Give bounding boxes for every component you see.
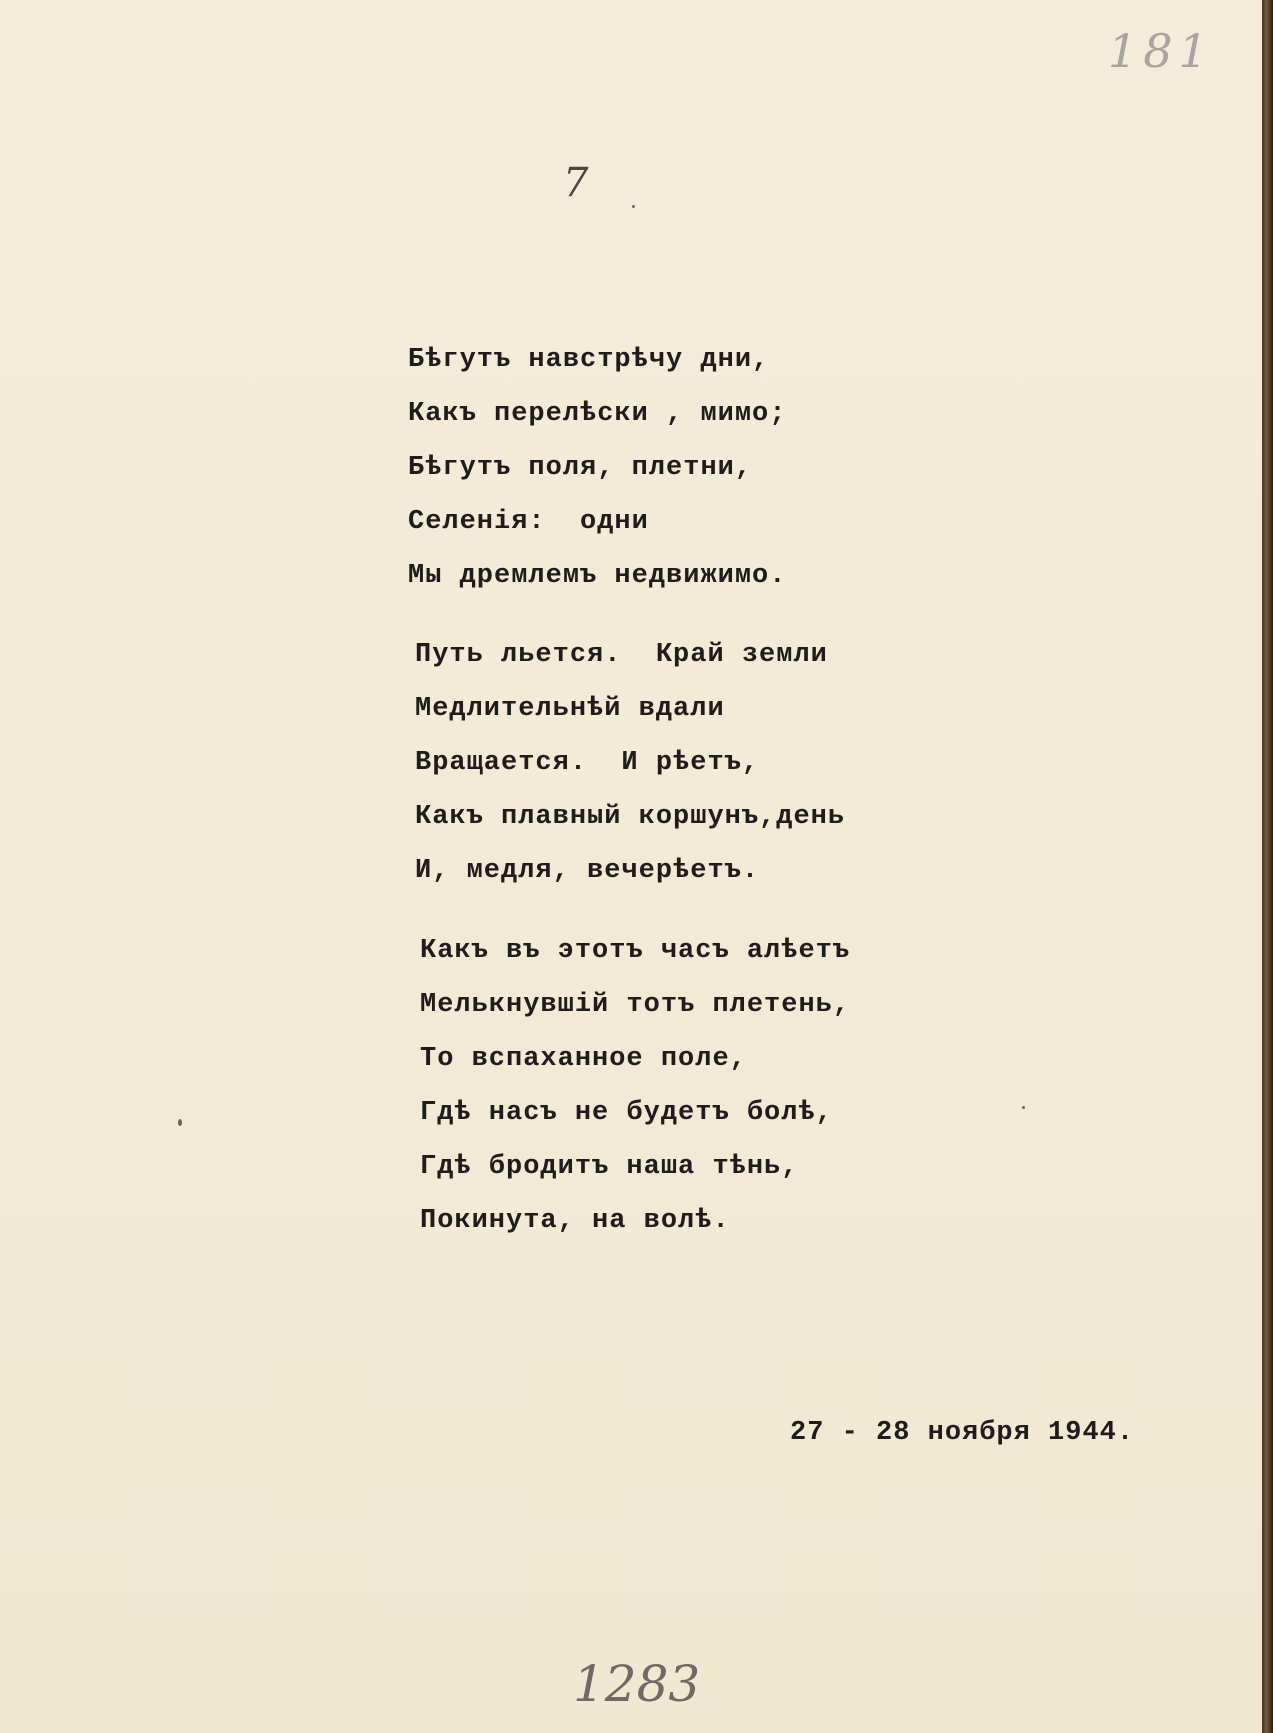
poem-line: Вращается. И рѣетъ, xyxy=(415,748,760,778)
poem-line: Селенія: одни xyxy=(408,507,649,537)
paper-speck xyxy=(632,205,635,208)
poem-line: Мы дремлемъ недвижимо. xyxy=(408,561,787,591)
stanza-3 xyxy=(420,924,850,1248)
folio-number: 181 xyxy=(1108,24,1214,78)
poem-line: Покинута, на волѣ. xyxy=(420,1206,730,1236)
poem-line: Какъ въ этотъ часъ алѣетъ xyxy=(420,936,851,966)
poem-line: То вспаханное поле, xyxy=(420,1044,747,1074)
poem-line: Бѣгутъ навстрѣчу дни, xyxy=(408,345,770,375)
poem-line: Какъ плавный коршунъ,день xyxy=(415,802,846,832)
archive-number: 1283 xyxy=(573,1655,701,1713)
poem-line: Мелькнувшій тотъ плетень, xyxy=(420,990,851,1020)
stanza-2 xyxy=(415,628,845,898)
poem-line: Путь льется. Край земли xyxy=(415,640,828,670)
poem-line: И, медля, вечерѣетъ. xyxy=(415,856,760,886)
scan-edge xyxy=(1262,0,1273,1733)
poem-date: 27 - 28 ноября 1944. xyxy=(790,1418,1135,1448)
poem-line: Гдѣ бродитъ наша тѣнь, xyxy=(420,1152,799,1182)
paper-speck xyxy=(1022,1106,1025,1109)
poem-line: Гдѣ насъ не будетъ болѣ, xyxy=(420,1098,833,1128)
paper-speck xyxy=(178,1119,182,1126)
stanza-1 xyxy=(408,333,786,603)
poem-line: Медлительнѣй вдали xyxy=(415,694,725,724)
poem-line: Бѣгутъ поля, плетни, xyxy=(408,453,753,483)
poem-line: Какъ перелѣски , мимо; xyxy=(408,399,787,429)
poem-number: 7 xyxy=(563,160,589,206)
